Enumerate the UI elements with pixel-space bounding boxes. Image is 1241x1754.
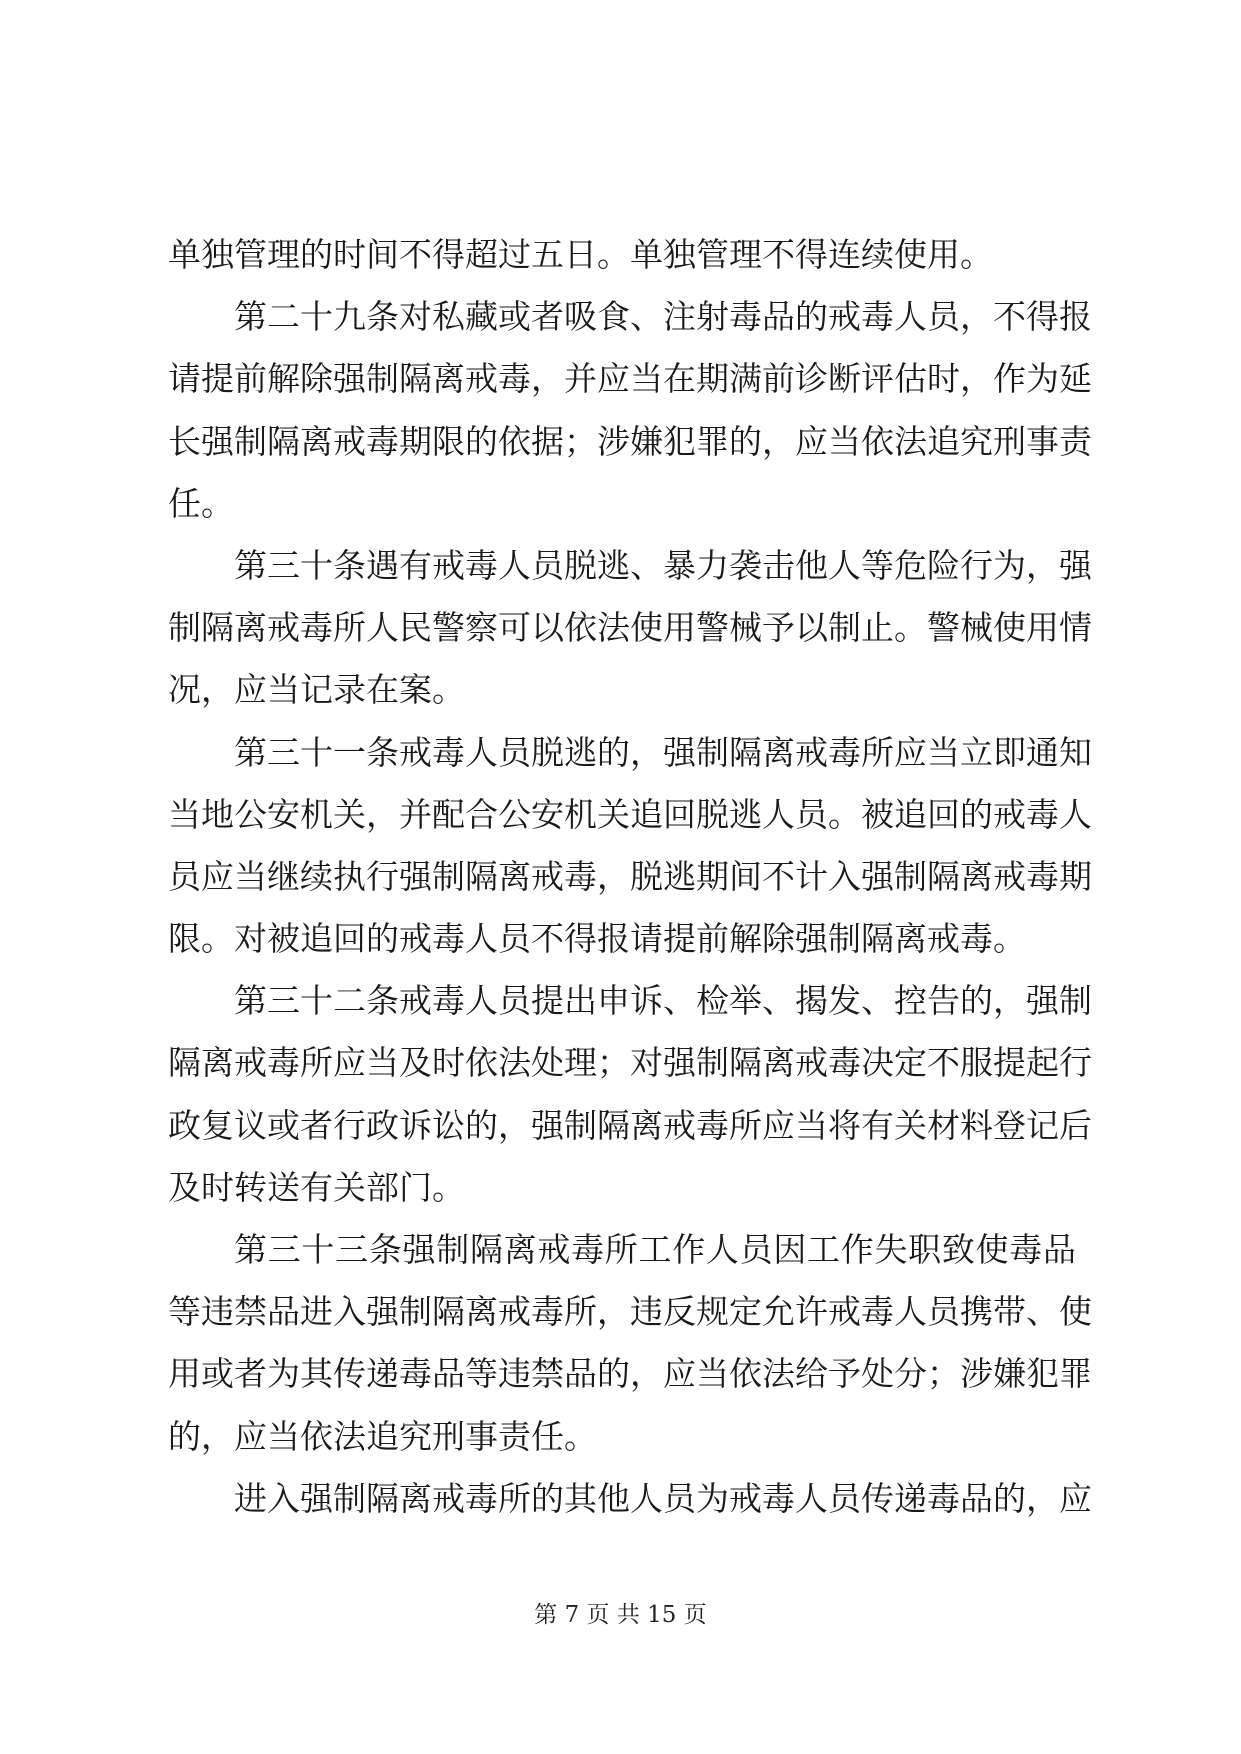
text-line: 单独管理的时间不得超过五日。单独管理不得连续使用。 <box>168 235 993 274</box>
text-line: 员应当继续执行强制隔离戒毒，脱逃期间不计入强制隔离戒毒期 <box>168 856 1092 896</box>
page-number-footer: 第 7 页 共 15 页 <box>534 1602 707 1628</box>
text-line: 请提前解除强制隔离戒毒，并应当在期满前诊断评估时，作为延 <box>168 359 1092 399</box>
text-line: 第二十九条对私藏或者吸食、注射毒品的戒毒人员，不得报 <box>234 297 1092 337</box>
text-line: 进入强制隔离戒毒所的其他人员为戒毒人员传递毒品的，应 <box>234 1478 1092 1518</box>
text-line: 等违禁品进入强制隔离戒毒所，违反规定允许戒毒人员携带、使 <box>168 1292 1092 1332</box>
body-text <box>168 224 1092 1530</box>
text-line: 任。 <box>168 483 234 523</box>
text-line: 用或者为其传递毒品等违禁品的，应当依法给予处分；涉嫌犯罪 <box>168 1354 1092 1394</box>
text-line: 第三十二条戒毒人员提出申诉、检举、揭发、控告的，强制 <box>234 981 1092 1021</box>
text-line: 限。对被追回的戒毒人员不得报请提前解除强制隔离戒毒。 <box>168 919 1026 959</box>
text-line: 及时转送有关部门。 <box>168 1167 465 1207</box>
text-line: 隔离戒毒所应当及时依法处理；对强制隔离戒毒决定不服提起行 <box>168 1043 1092 1083</box>
text-line: 的，应当依法追究刑事责任。 <box>168 1416 597 1456</box>
text-line: 第三十一条戒毒人员脱逃的，强制隔离戒毒所应当立即通知 <box>234 732 1092 772</box>
text-line: 当地公安机关，并配合公安机关追回脱逃人员。被追回的戒毒人 <box>168 794 1092 834</box>
text-line: 长强制隔离戒毒期限的依据；涉嫌犯罪的，应当依法追究刑事责 <box>168 421 1092 461</box>
text-line: 第三十三条强制隔离戒毒所工作人员因工作失职致使毒品 <box>234 1230 1076 1269</box>
text-line: 政复议或者行政诉讼的，强制隔离戒毒所应当将有关材料登记后 <box>168 1105 1092 1145</box>
text-line: 第三十条遇有戒毒人员脱逃、暴力袭击他人等危险行为，强 <box>234 545 1092 585</box>
text-line: 况，应当记录在案。 <box>168 670 465 710</box>
text-line: 制隔离戒毒所人民警察可以依法使用警械予以制止。警械使用情 <box>168 608 1092 648</box>
